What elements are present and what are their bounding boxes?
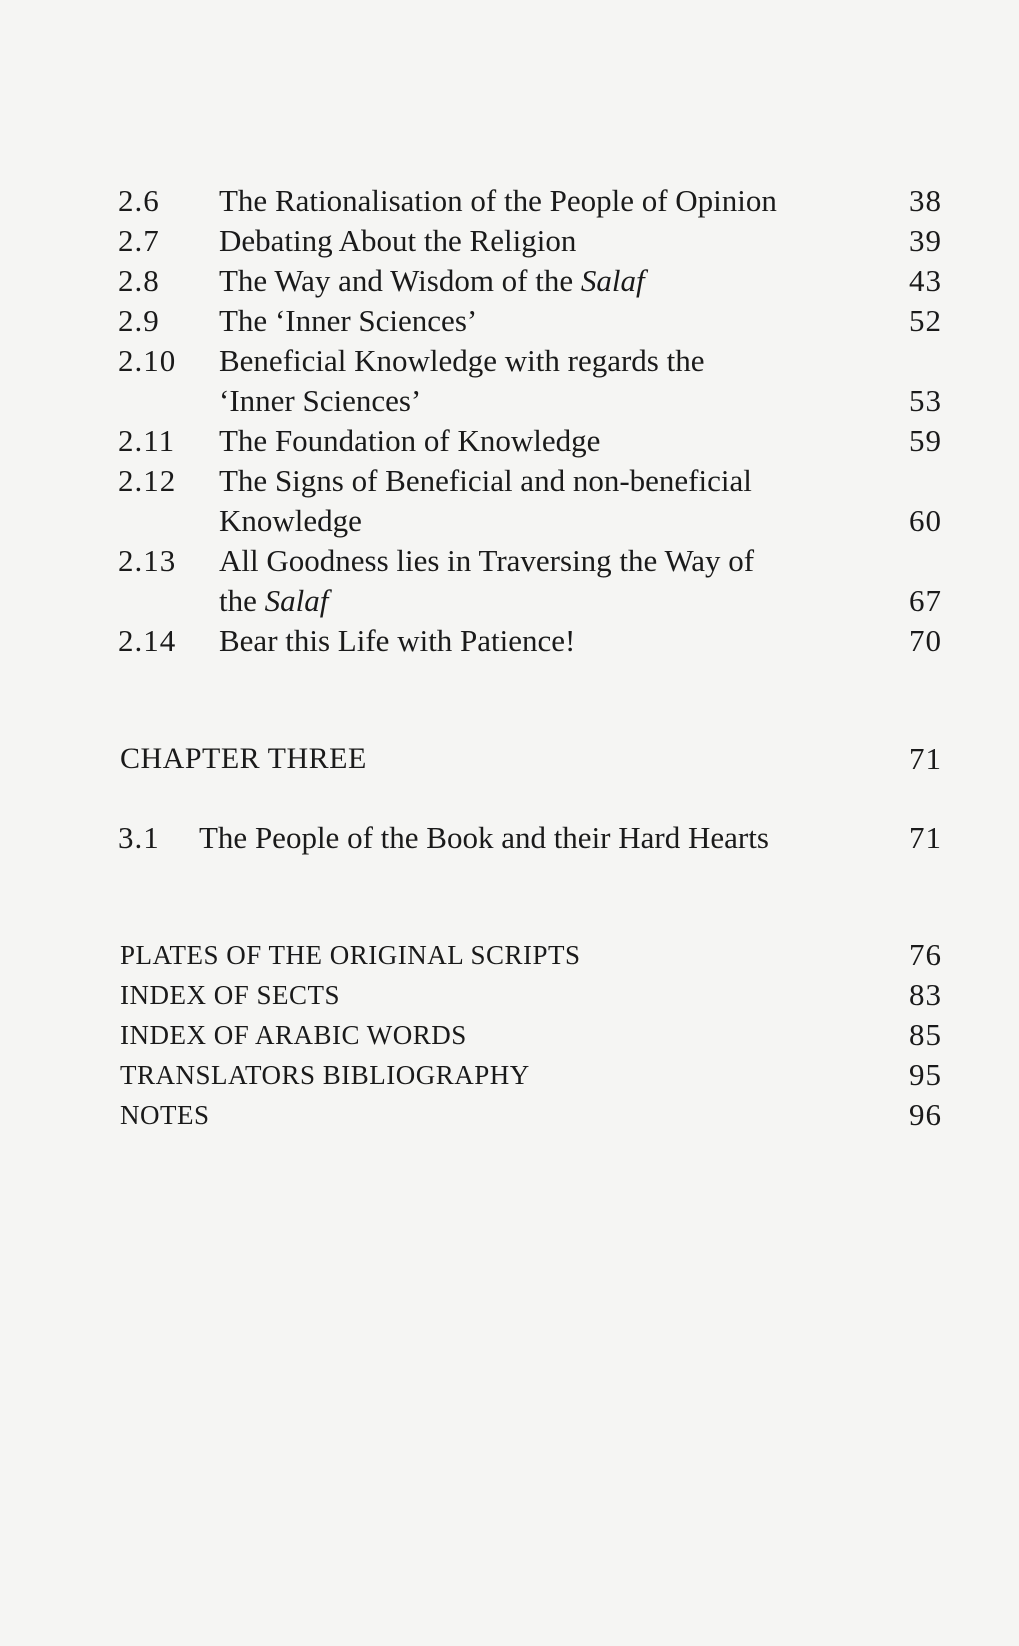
section-number: 2.13: [118, 543, 177, 578]
section-title: The Foundation of Knowledge: [219, 423, 601, 458]
section-title: Beneficial Knowledge with regards the: [219, 343, 705, 378]
back-matter-entry: [0, 1055, 1019, 1095]
page-number: 67: [909, 583, 942, 618]
chapter-title: CHAPTER THREE: [120, 742, 367, 775]
section-title: The People of the Book and their Hard Hearts: [199, 820, 769, 855]
toc-entry-continuation: [0, 381, 1019, 421]
page-number: 43: [909, 263, 942, 298]
toc-entry: [0, 181, 1019, 221]
page-number: 96: [909, 1097, 942, 1132]
page-number: 38: [909, 183, 942, 218]
toc-entry-continuation: [0, 501, 1019, 541]
back-matter-title: NOTES: [120, 1100, 210, 1130]
back-matter-title: INDEX OF SECTS: [120, 980, 341, 1010]
page-number: 85: [909, 1017, 942, 1052]
toc-entry: [0, 341, 1019, 381]
page-number: 53: [909, 383, 942, 418]
toc-entry: [0, 461, 1019, 501]
page-number: 70: [909, 623, 942, 658]
section-number: 2.9: [118, 303, 160, 338]
chapter-heading: [0, 739, 1019, 779]
back-matter-title: PLATES OF THE ORIGINAL SCRIPTS: [120, 940, 581, 970]
toc-entry: [0, 541, 1019, 581]
section-number: 2.14: [118, 623, 177, 658]
section-title-italic: Salaf: [580, 263, 645, 298]
section-number: 2.6: [118, 183, 160, 218]
toc-entry: [0, 421, 1019, 461]
section-title-text: The Way and Wisdom of the: [219, 263, 581, 298]
section-title: The Signs of Beneficial and non-beneficial: [219, 463, 752, 498]
section-title: Debating About the Religion: [219, 223, 577, 258]
section-title: [219, 261, 645, 301]
back-matter-title: INDEX OF ARABIC WORDS: [120, 1020, 467, 1050]
section-number: 2.8: [118, 263, 160, 298]
page-number: 39: [909, 223, 942, 258]
section-title: Bear this Life with Patience!: [219, 623, 576, 658]
toc-entry: [0, 221, 1019, 261]
section-number: 3.1: [118, 820, 160, 855]
back-matter-entry: [0, 1095, 1019, 1135]
section-number: 2.10: [118, 343, 177, 378]
section-title: The ‘Inner Sciences’: [219, 303, 478, 338]
page-number: 83: [909, 977, 942, 1012]
toc-entry: [0, 301, 1019, 341]
back-matter-entry: [0, 935, 1019, 975]
section-number: 2.11: [118, 423, 176, 458]
page-number: 71: [909, 820, 942, 855]
section-title-continued: ‘Inner Sciences’: [219, 383, 422, 418]
section-title-text: the: [219, 583, 265, 618]
section-title-continued: Knowledge: [219, 503, 362, 538]
page-number: 60: [909, 503, 942, 538]
toc-entry: [0, 261, 1019, 301]
page-number: 95: [909, 1057, 942, 1092]
toc-entry-continuation: [0, 581, 1019, 621]
section-title-continued: [219, 581, 328, 621]
toc-entry: [0, 621, 1019, 661]
section-number: 2.12: [118, 463, 177, 498]
toc-entry: [0, 818, 1019, 858]
back-matter-title: TRANSLATORS BIBLIOGRAPHY: [120, 1060, 530, 1090]
page-number: 76: [909, 937, 942, 972]
page-number: 59: [909, 423, 942, 458]
page-number: 52: [909, 303, 942, 338]
back-matter-entry: [0, 975, 1019, 1015]
page-number: 71: [909, 741, 942, 776]
section-title: The Rationalisation of the People of Opinion: [219, 183, 777, 218]
section-number: 2.7: [118, 223, 160, 258]
back-matter-entry: [0, 1015, 1019, 1055]
section-title: All Goodness lies in Traversing the Way of: [219, 543, 755, 578]
section-title-italic: Salaf: [264, 583, 329, 618]
